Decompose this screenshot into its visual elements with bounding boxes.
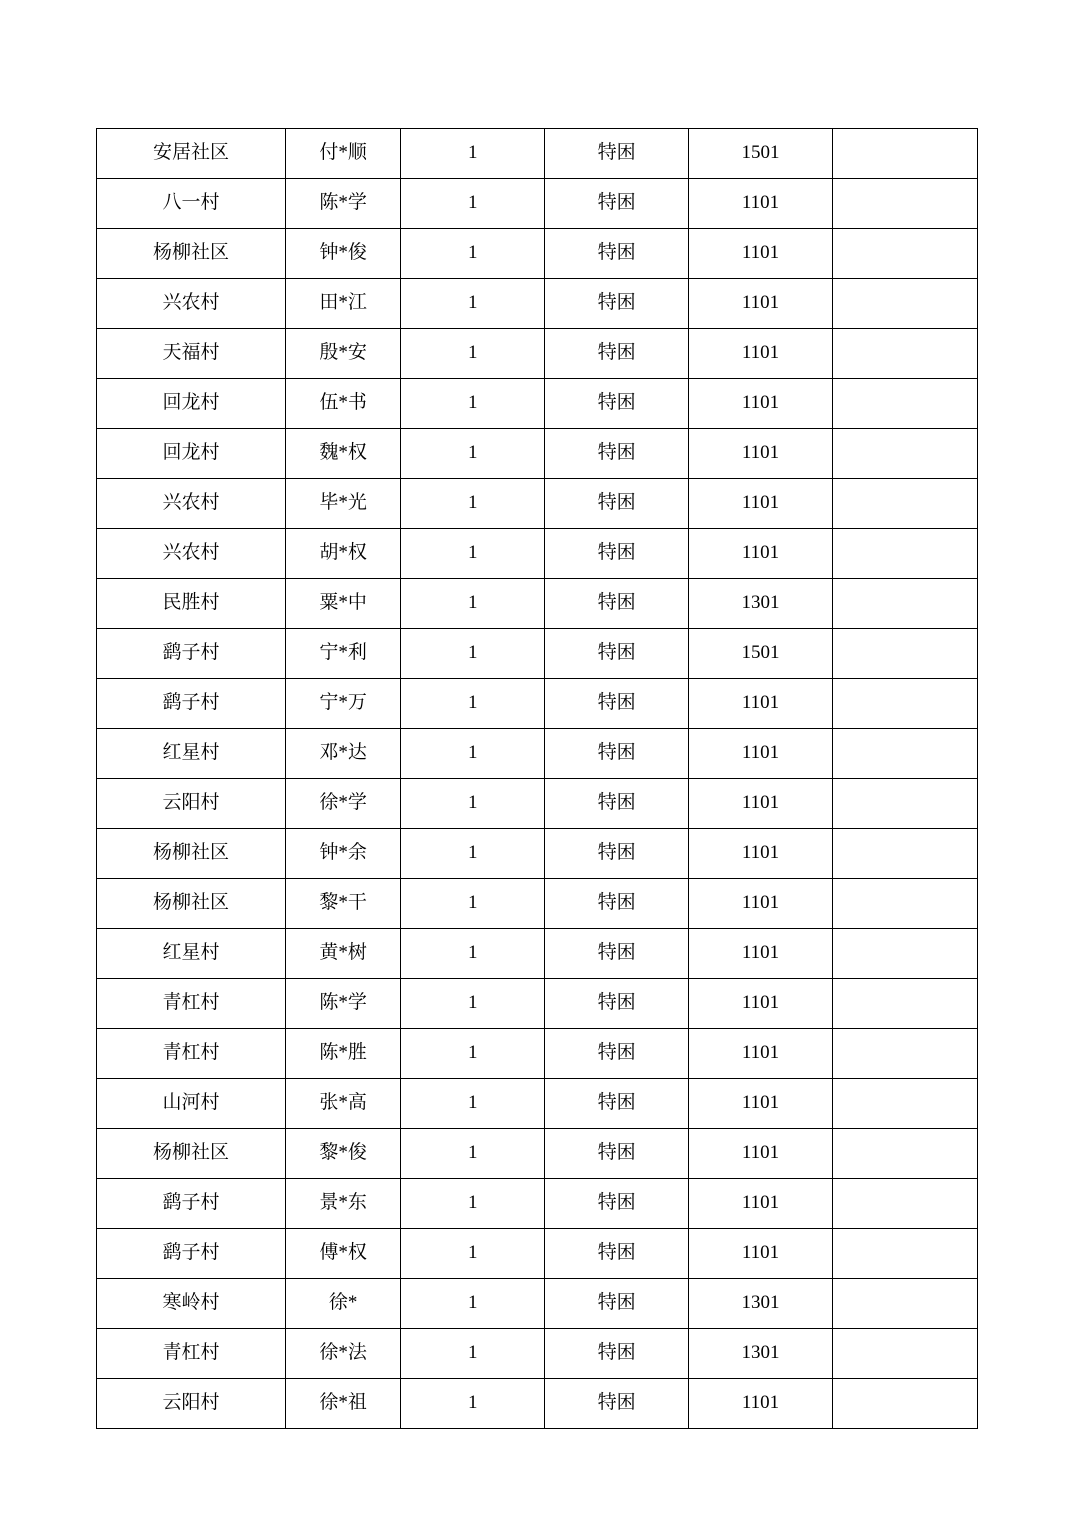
- cell-amount: 1101: [689, 679, 833, 729]
- cell-category: 特困: [545, 579, 689, 629]
- table-row: [97, 829, 978, 879]
- cell-count: 1: [401, 429, 545, 479]
- table-row: [97, 1379, 978, 1429]
- cell-count: 1: [401, 279, 545, 329]
- cell-count: 1: [401, 479, 545, 529]
- cell-name: 景*东: [285, 1179, 400, 1229]
- cell-amount: 1101: [689, 1379, 833, 1429]
- cell-remark: [832, 329, 977, 379]
- cell-category: 特困: [545, 1029, 689, 1079]
- cell-remark: [832, 279, 977, 329]
- cell-village: 八一村: [97, 179, 286, 229]
- cell-remark: [832, 1029, 977, 1079]
- cell-village: 兴农村: [97, 479, 286, 529]
- cell-name: 宁*利: [285, 629, 400, 679]
- cell-category: 特困: [545, 729, 689, 779]
- cell-category: 特困: [545, 329, 689, 379]
- cell-remark: [832, 1229, 977, 1279]
- cell-category: 特困: [545, 929, 689, 979]
- cell-name: 黄*树: [285, 929, 400, 979]
- table-body: [97, 129, 978, 1429]
- cell-amount: 1101: [689, 1229, 833, 1279]
- cell-count: 1: [401, 129, 545, 179]
- table-row: [97, 679, 978, 729]
- cell-amount: 1101: [689, 829, 833, 879]
- cell-name: 胡*权: [285, 529, 400, 579]
- cell-amount: 1101: [689, 229, 833, 279]
- table-row: [97, 1179, 978, 1229]
- cell-amount: 1301: [689, 1329, 833, 1379]
- cell-name: 黎*俊: [285, 1129, 400, 1179]
- cell-amount: 1101: [689, 529, 833, 579]
- cell-name: 陈*学: [285, 979, 400, 1029]
- table-row: [97, 1079, 978, 1129]
- table-row: [97, 279, 978, 329]
- cell-remark: [832, 1179, 977, 1229]
- cell-count: 1: [401, 229, 545, 279]
- cell-category: 特困: [545, 129, 689, 179]
- cell-category: 特困: [545, 829, 689, 879]
- cell-amount: 1501: [689, 129, 833, 179]
- cell-amount: 1101: [689, 179, 833, 229]
- table-row: [97, 1229, 978, 1279]
- cell-amount: 1101: [689, 279, 833, 329]
- table-row: [97, 1329, 978, 1379]
- table-row: [97, 979, 978, 1029]
- cell-amount: 1301: [689, 1279, 833, 1329]
- cell-name: 黎*干: [285, 879, 400, 929]
- cell-village: 鹞子村: [97, 629, 286, 679]
- table-row: [97, 729, 978, 779]
- cell-remark: [832, 1079, 977, 1129]
- cell-village: 云阳村: [97, 1379, 286, 1429]
- cell-category: 特困: [545, 1229, 689, 1279]
- cell-count: 1: [401, 1229, 545, 1279]
- table-row: [97, 179, 978, 229]
- cell-remark: [832, 929, 977, 979]
- cell-amount: 1101: [689, 779, 833, 829]
- cell-remark: [832, 179, 977, 229]
- cell-remark: [832, 679, 977, 729]
- cell-category: 特困: [545, 1179, 689, 1229]
- cell-amount: 1101: [689, 1079, 833, 1129]
- cell-count: 1: [401, 1129, 545, 1179]
- cell-category: 特困: [545, 179, 689, 229]
- cell-village: 回龙村: [97, 429, 286, 479]
- cell-amount: 1101: [689, 1129, 833, 1179]
- cell-category: 特困: [545, 679, 689, 729]
- cell-village: 杨柳社区: [97, 829, 286, 879]
- cell-amount: 1101: [689, 329, 833, 379]
- cell-count: 1: [401, 579, 545, 629]
- cell-village: 青杠村: [97, 1029, 286, 1079]
- cell-remark: [832, 479, 977, 529]
- table-row: [97, 929, 978, 979]
- table-row: [97, 1279, 978, 1329]
- cell-village: 杨柳社区: [97, 229, 286, 279]
- cell-village: 山河村: [97, 1079, 286, 1129]
- cell-count: 1: [401, 1379, 545, 1429]
- cell-category: 特困: [545, 979, 689, 1029]
- table-row: [97, 629, 978, 679]
- cell-count: 1: [401, 1179, 545, 1229]
- table-row: [97, 129, 978, 179]
- assistance-recipients-table: [96, 128, 978, 1429]
- cell-count: 1: [401, 679, 545, 729]
- cell-category: 特困: [545, 279, 689, 329]
- cell-village: 青杠村: [97, 979, 286, 1029]
- cell-count: 1: [401, 979, 545, 1029]
- cell-remark: [832, 579, 977, 629]
- cell-remark: [832, 429, 977, 479]
- cell-amount: 1101: [689, 479, 833, 529]
- table-row: [97, 329, 978, 379]
- cell-remark: [832, 1329, 977, 1379]
- cell-name: 邓*达: [285, 729, 400, 779]
- cell-amount: 1101: [689, 1179, 833, 1229]
- cell-name: 徐*祖: [285, 1379, 400, 1429]
- cell-village: 天福村: [97, 329, 286, 379]
- cell-count: 1: [401, 829, 545, 879]
- cell-name: 徐*法: [285, 1329, 400, 1379]
- table-row: [97, 479, 978, 529]
- cell-name: 徐*学: [285, 779, 400, 829]
- cell-category: 特困: [545, 779, 689, 829]
- cell-name: 陈*胜: [285, 1029, 400, 1079]
- cell-remark: [832, 779, 977, 829]
- cell-remark: [832, 379, 977, 429]
- cell-count: 1: [401, 929, 545, 979]
- cell-village: 鹞子村: [97, 1229, 286, 1279]
- table-row: [97, 529, 978, 579]
- cell-village: 鹞子村: [97, 679, 286, 729]
- cell-name: 宁*万: [285, 679, 400, 729]
- cell-village: 鹞子村: [97, 1179, 286, 1229]
- cell-count: 1: [401, 729, 545, 779]
- cell-amount: 1101: [689, 879, 833, 929]
- cell-count: 1: [401, 1029, 545, 1079]
- cell-count: 1: [401, 629, 545, 679]
- cell-category: 特困: [545, 879, 689, 929]
- table-row: [97, 429, 978, 479]
- cell-name: 粟*中: [285, 579, 400, 629]
- cell-count: 1: [401, 379, 545, 429]
- cell-count: 1: [401, 879, 545, 929]
- cell-count: 1: [401, 1079, 545, 1129]
- cell-amount: 1501: [689, 629, 833, 679]
- cell-count: 1: [401, 779, 545, 829]
- cell-name: 张*高: [285, 1079, 400, 1129]
- cell-category: 特困: [545, 479, 689, 529]
- cell-category: 特困: [545, 1129, 689, 1179]
- cell-amount: 1101: [689, 929, 833, 979]
- cell-remark: [832, 1379, 977, 1429]
- cell-count: 1: [401, 1329, 545, 1379]
- table-row: [97, 879, 978, 929]
- cell-remark: [832, 829, 977, 879]
- cell-amount: 1101: [689, 729, 833, 779]
- table-row: [97, 779, 978, 829]
- table-row: [97, 229, 978, 279]
- cell-name: 魏*权: [285, 429, 400, 479]
- cell-name: 殷*安: [285, 329, 400, 379]
- cell-amount: 1301: [689, 579, 833, 629]
- cell-village: 寒岭村: [97, 1279, 286, 1329]
- cell-village: 青杠村: [97, 1329, 286, 1379]
- cell-name: 钟*俊: [285, 229, 400, 279]
- cell-category: 特困: [545, 379, 689, 429]
- cell-village: 安居社区: [97, 129, 286, 179]
- cell-remark: [832, 629, 977, 679]
- cell-count: 1: [401, 179, 545, 229]
- cell-name: 付*顺: [285, 129, 400, 179]
- cell-village: 云阳村: [97, 779, 286, 829]
- cell-name: 徐*: [285, 1279, 400, 1329]
- cell-category: 特困: [545, 629, 689, 679]
- cell-count: 1: [401, 1279, 545, 1329]
- cell-category: 特困: [545, 1079, 689, 1129]
- cell-category: 特困: [545, 229, 689, 279]
- table-row: [97, 379, 978, 429]
- cell-remark: [832, 129, 977, 179]
- cell-village: 回龙村: [97, 379, 286, 429]
- cell-village: 红星村: [97, 729, 286, 779]
- cell-remark: [832, 879, 977, 929]
- cell-amount: 1101: [689, 979, 833, 1029]
- cell-village: 杨柳社区: [97, 879, 286, 929]
- cell-village: 民胜村: [97, 579, 286, 629]
- cell-amount: 1101: [689, 379, 833, 429]
- cell-village: 杨柳社区: [97, 1129, 286, 1179]
- cell-category: 特困: [545, 1329, 689, 1379]
- cell-remark: [832, 1129, 977, 1179]
- cell-remark: [832, 1279, 977, 1329]
- cell-village: 兴农村: [97, 279, 286, 329]
- cell-name: 傅*权: [285, 1229, 400, 1279]
- cell-remark: [832, 529, 977, 579]
- cell-name: 田*江: [285, 279, 400, 329]
- cell-name: 陈*学: [285, 179, 400, 229]
- cell-amount: 1101: [689, 1029, 833, 1079]
- cell-count: 1: [401, 329, 545, 379]
- cell-count: 1: [401, 529, 545, 579]
- table-row: [97, 1029, 978, 1079]
- table-row: [97, 1129, 978, 1179]
- cell-amount: 1101: [689, 429, 833, 479]
- cell-name: 毕*光: [285, 479, 400, 529]
- cell-category: 特困: [545, 429, 689, 479]
- cell-remark: [832, 979, 977, 1029]
- cell-name: 伍*书: [285, 379, 400, 429]
- cell-category: 特困: [545, 1279, 689, 1329]
- cell-village: 兴农村: [97, 529, 286, 579]
- table-row: [97, 579, 978, 629]
- cell-village: 红星村: [97, 929, 286, 979]
- cell-category: 特困: [545, 529, 689, 579]
- cell-remark: [832, 229, 977, 279]
- cell-remark: [832, 729, 977, 779]
- cell-name: 钟*余: [285, 829, 400, 879]
- cell-category: 特困: [545, 1379, 689, 1429]
